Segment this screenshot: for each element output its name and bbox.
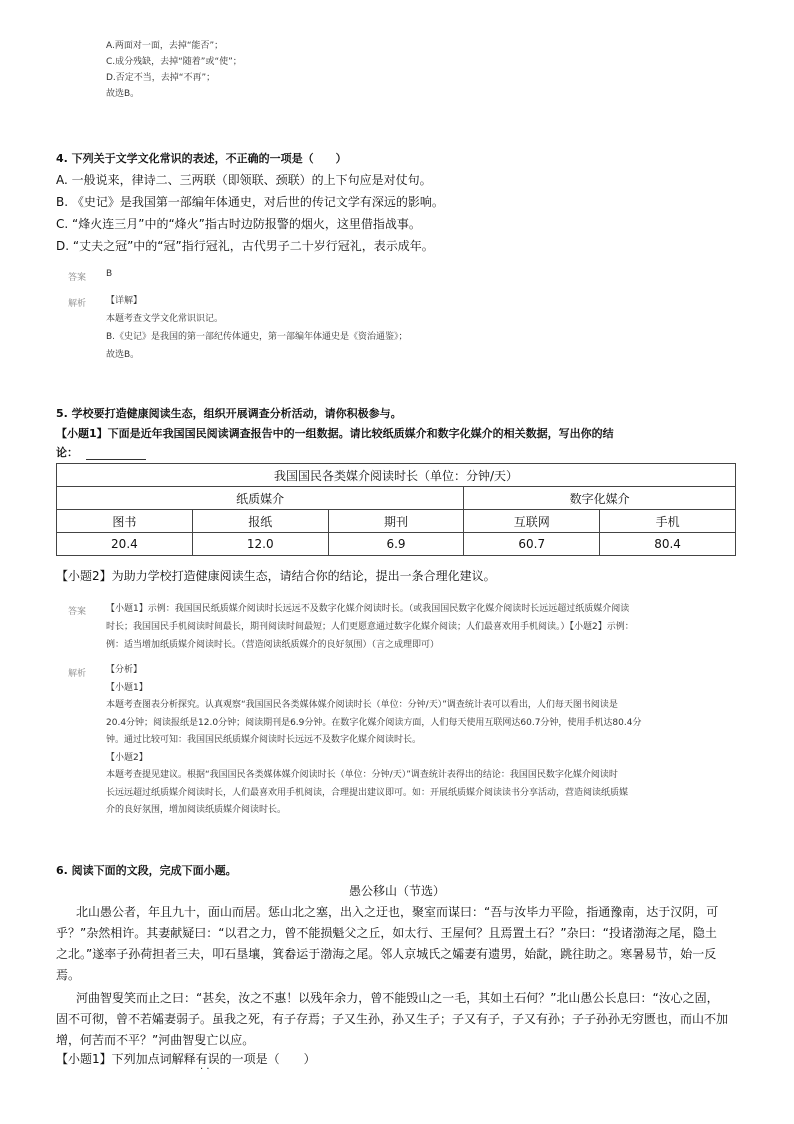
passage-line: 河曲智叟笑而止之曰：“甚矣，汝之不惠！以残年余力，曾不能毁山之一毛，其如土石何？”北山愚公长息曰：“汝心之固， [76, 991, 719, 1005]
q4-option-a[interactable]: A. 一般说来，律诗二、三两联（即领联、颈联）的上下句应是对仗句。 [56, 173, 432, 187]
q5-sub2: 【小题2】为助力学校打造健康阅读生态，请结合你的结论，提出一条合理化建议。 [56, 569, 496, 583]
analysis-line: 【小题1】 [106, 682, 148, 693]
analysis-line: B.《史记》是我国的第一部纪传体通史，第一部编年体通史是《资治通鉴》； [106, 332, 408, 342]
answer-line: 时长；我国国民手机阅读时间最长，期刊阅读时间最短；人们更愿意通过数字化媒介阅读；人们最喜欢用手机阅读。）【小题2】示例： [106, 622, 634, 632]
analysis-line: 长远远超过纸质媒介阅读时长，人们最喜欢用手机阅读，合理提出建议即可。如：开展纸质媒介阅读读书分享活动，营造阅读纸质媒 [106, 787, 629, 798]
prev-answer-block [106, 38, 242, 102]
analysis-line: 本题考查图表分析探究。认真观察“我国国民各类媒体媒介阅读时长（单位：分钟/天）”调查统计表可以看出，人们每天图书阅读是 [106, 700, 618, 710]
prev-answer-line: A.两面对一面，去掉“能否”； [106, 41, 224, 51]
table-header-cell: 互联网 [464, 510, 600, 533]
table-header-cell: 报纸 [192, 510, 328, 533]
analysis-line: 本题考查文学文化常识识记。 [106, 314, 224, 324]
emphasis-dots: · · [200, 1064, 210, 1075]
answer-line: 例：适当增加纸质媒介阅读时长。（营造阅读纸质媒介的良好氛围）（言之成理即可） [106, 640, 440, 650]
q5-sub1-line1: 【小题1】下面是近年我国国民阅读调查报告中的一组数据。请比较纸质媒介和数字化媒介的相关数据，写出你的结 [56, 427, 614, 440]
prev-answer-line: C.成分残缺，去掉“随着”或“使”； [106, 57, 242, 67]
q4-stem: 4. 下列关于文学文化常识的表述，不正确的一项是（ ） [56, 152, 347, 165]
q4-option-b[interactable]: B. 《史记》是我国第一部编年体通史，对后世的传记文学有深远的影响。 [56, 195, 444, 209]
passage-paragraph-2 [56, 988, 746, 1051]
q4-option-c[interactable]: C. “烽火连三月”中的“烽火”指古时边防报警的烟火，这里借指战事。 [56, 217, 421, 231]
table-header-cell: 期刊 [328, 510, 464, 533]
q4-answer-label: 答案 [68, 273, 87, 283]
q5-answer [106, 600, 634, 654]
q4-answer: B [106, 269, 113, 279]
table-value-cell: 12.0 [192, 533, 328, 556]
prev-answer-line: 故选B。 [106, 89, 140, 99]
q6-stem: 6. 阅读下面的文段，完成下面小题。 [56, 864, 237, 877]
q5-analysis [106, 662, 641, 820]
passage-line: 固不可彻，曾不若孀妻弱子。虽我之死，有子存焉；子又生孙，孙又生子；子又有子，子又有孙；子子孙孙无穷匮也，而山不加 [56, 1012, 729, 1026]
analysis-line: 20.4分钟；阅读报纸是12.0分钟；阅读期刊是6.9分钟。在数字化媒介阅读方面，人们每天使用互联网达60.7分钟，使用手机达80.4分 [106, 717, 642, 728]
analysis-line: 钟。通过比较可知：我国国民纸质媒介阅读时长远远不及数字化媒介阅读时长。 [106, 735, 422, 745]
table-value-cell: 60.7 [464, 533, 600, 556]
q4-option-d[interactable]: D. “丈夫之冠”中的“冠”指行冠礼，古代男子二十岁行冠礼，表示成年。 [56, 239, 434, 253]
table-value-cell: 20.4 [57, 533, 193, 556]
analysis-line: 【分析】 [106, 665, 143, 675]
table-header-cell: 图书 [57, 510, 193, 533]
passage-title: 愚公移山（节选） [348, 884, 445, 898]
table-title: 我国国民各类媒介阅读时长（单位：分钟/天） [57, 464, 736, 487]
passage-line: 北山愚公者，年且九十，面山而居。惩山北之塞，出入之迂也，聚室而谋曰：“吾与汝毕力平险，指通豫南，达于汉阴，可 [76, 905, 719, 919]
conclusion-blank[interactable] [86, 447, 146, 460]
passage-line: 增，何苦而不平？”河曲智叟亡以应。 [56, 1033, 255, 1047]
prev-answer-line: D.否定不当，去掉“不再”； [106, 73, 216, 83]
passage-line: 焉。 [56, 968, 81, 982]
table-group-digital: 数字化媒介 [464, 487, 736, 510]
analysis-line: 本题考查提见建议。根据“我国国民各类媒体媒介阅读时长（单位：分钟/天）”调查统计表得出的结论：我国国民数字化媒介阅读时 [106, 770, 618, 780]
q4-analysis-label: 解析 [68, 299, 87, 309]
passage-line: 乎？”杂然相许。其妻献疑曰：“以君之力，曾不能损魁父之丘，如太行、王屋何？且焉置土石？”杂曰：“投诸渤海之尾，隐土 [56, 926, 717, 940]
analysis-line: 【小题2】 [106, 752, 148, 763]
q5-answer-label: 答案 [68, 607, 87, 617]
answer-line: 【小题1】示例：我国国民纸质媒介阅读时长远远不及数字化媒介阅读时长。（或我国国民数字化媒介阅读时长远远超过纸质媒介阅读 [106, 604, 630, 614]
q4-options [56, 169, 444, 257]
q5-sub1-conclusion-label: 论： [56, 446, 78, 459]
analysis-line: 介的良好氛围，增加阅读纸质媒介阅读时长。 [106, 805, 287, 815]
media-reading-table [56, 463, 736, 556]
table-group-paper: 纸质媒介 [57, 487, 464, 510]
table-header-cell: 手机 [600, 510, 736, 533]
q6-sub1: 【小题1】下列加点词解释有误的一项是（ ） [56, 1052, 316, 1066]
analysis-line: 故选B。 [106, 350, 140, 360]
q5-analysis-label: 解析 [68, 669, 87, 679]
table-value-cell: 6.9 [328, 533, 464, 556]
passage-line: 之北。”遂率子孙荷担者三夫，叩石垦壤，箕畚运于渤海之尾。邻人京城氏之孀妻有遗男，始龀，跳往助之。寒暑易节，始一反 [56, 947, 717, 961]
analysis-line: 【详解】 [106, 296, 143, 306]
passage-paragraph-1 [56, 902, 746, 986]
q5-stem: 5. 学校要打造健康阅读生态，组织开展调查分析活动，请你积极参与。 [56, 407, 402, 420]
table-value-cell: 80.4 [600, 533, 736, 556]
q4-analysis [106, 292, 408, 364]
q5-sub1-line2 [56, 444, 146, 460]
